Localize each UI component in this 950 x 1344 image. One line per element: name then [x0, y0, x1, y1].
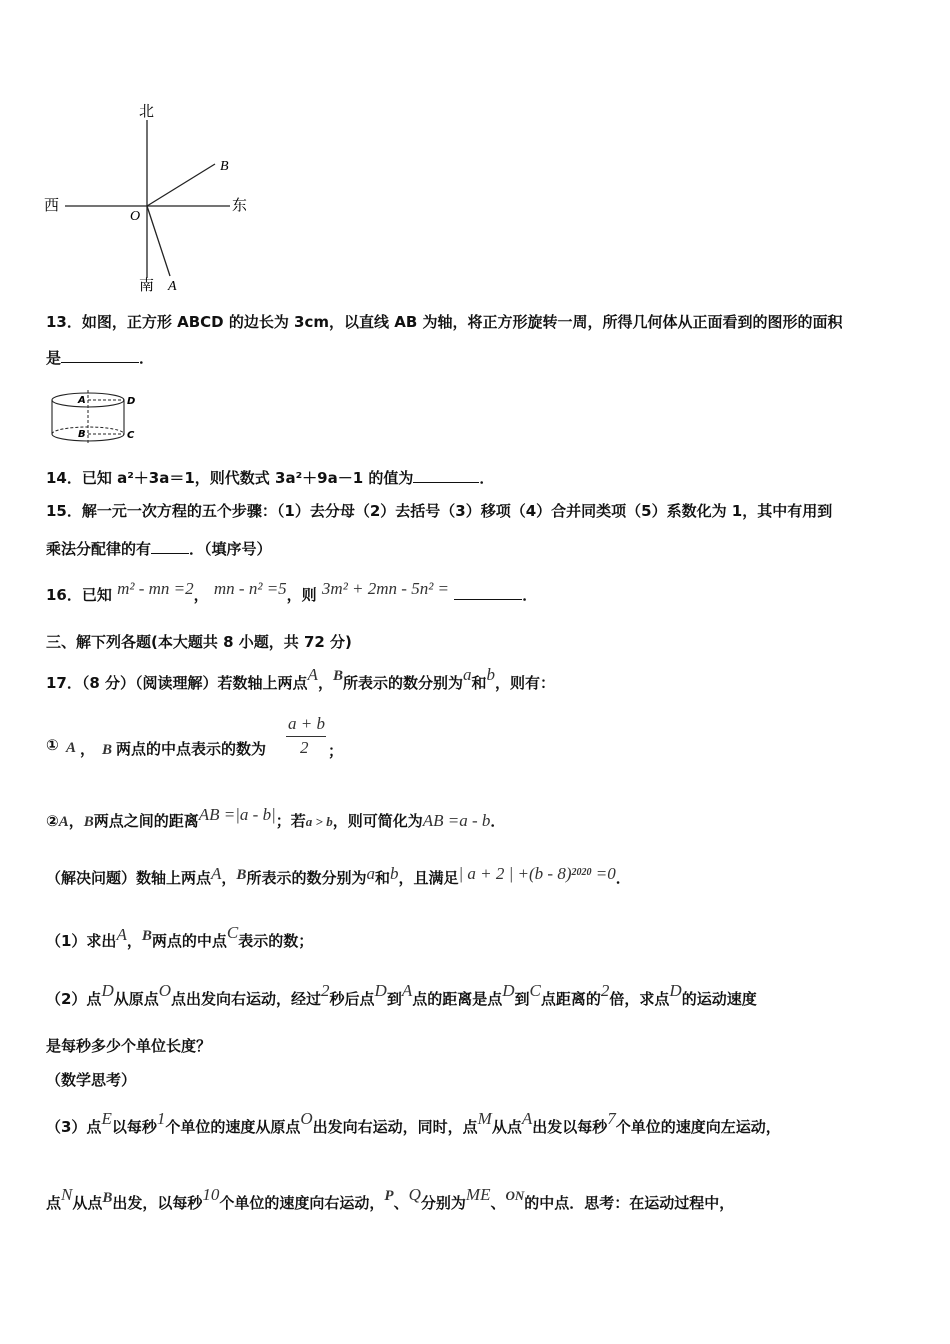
- p3-a: （3）点: [46, 1118, 102, 1136]
- p3-var-m: M: [477, 1109, 492, 1128]
- comma: ，: [317, 674, 333, 692]
- q13-prefix: 是: [46, 349, 62, 367]
- p2-f: 点的距离是点: [412, 990, 503, 1008]
- cyl-label-b: B: [78, 429, 86, 440]
- p1-prefix: （1）求出: [46, 932, 117, 950]
- text-then: ，则有：: [495, 674, 556, 692]
- cyl-label-d: D: [127, 396, 136, 407]
- q14: [46, 467, 494, 488]
- p3-var-o: O: [300, 1109, 313, 1128]
- p1-var-c: C: [226, 923, 239, 942]
- q17-part3-line1: [46, 1104, 781, 1142]
- solve-exp: 2020: [571, 867, 592, 878]
- item1-fraction-bar: [286, 736, 326, 737]
- p3-var-e: E: [101, 1109, 112, 1128]
- q16-sep1: ，: [193, 586, 209, 604]
- ray-oa: [147, 206, 170, 276]
- p2-var-c: C: [529, 981, 541, 1000]
- text-and: 和: [471, 674, 487, 692]
- q16-expr3: 3m² + 2mn - 5n² =: [321, 579, 450, 598]
- q16-sep2: ，则: [286, 586, 317, 604]
- item2-var-b: B: [83, 814, 94, 830]
- item2-res: AB =a - b: [422, 811, 491, 830]
- q13-answer-blank[interactable]: [61, 362, 139, 363]
- p1-var-b: B: [141, 928, 152, 944]
- solve-and: 和: [374, 869, 390, 887]
- item1-fraction-denominator: 2: [300, 738, 309, 757]
- q17-intro-prefix: 17．（8 分）（阅读理解）若数轴上两点: [46, 674, 308, 692]
- q17-part2-line1: [46, 976, 757, 1014]
- p3-var-on: ON: [505, 1188, 525, 1203]
- item2-comma: ，: [68, 812, 84, 830]
- q16-expr2: mn - n² =5: [213, 579, 287, 598]
- p1-end: 表示的数；: [238, 932, 314, 950]
- p1-mid: 两点的中点: [151, 932, 227, 950]
- q14-text: 14．已知 a²＋3a＝1，则代数式 3a²＋9a－1 的值为: [46, 469, 414, 487]
- solve-comma: ，: [221, 869, 237, 887]
- q16-prefix: 16．已知: [46, 586, 112, 604]
- p2-a: （2）点: [46, 990, 102, 1008]
- p2-e: 到: [386, 990, 402, 1008]
- p2-g: 点距离的: [540, 990, 601, 1008]
- q17-solve: [46, 858, 631, 893]
- p3-var-me: ME: [465, 1185, 491, 1204]
- p3-c: 个单位的速度从原点: [165, 1118, 301, 1136]
- item1-var-a: A: [66, 740, 77, 756]
- p3-l2-b: 从点: [72, 1194, 103, 1212]
- solve-cond: ，且满足: [398, 869, 459, 887]
- solve-var-a: A: [211, 864, 222, 883]
- q15-line1: 15．解一元一次方程的五个步骤：（1）去分母（2）去括号（3）移项（4）合并同类项（5）系数化为 1，其中有用到: [46, 502, 833, 520]
- p3-l2-c: 出发，以每秒: [112, 1194, 203, 1212]
- item1-mark: ①: [46, 736, 59, 754]
- p2-d: 秒后点: [329, 990, 375, 1008]
- p3-g: 个单位的速度向左运动，: [615, 1118, 781, 1136]
- item2-mark: ②: [46, 812, 59, 830]
- solve-end: ．: [615, 869, 631, 887]
- p3-l2-e: 、: [393, 1194, 409, 1212]
- label-a: A: [168, 279, 177, 294]
- item2-end: ．: [490, 812, 506, 830]
- p3-var-n: N: [61, 1185, 73, 1204]
- solve-var-sb: b: [389, 864, 399, 883]
- p3-num-10: 10: [202, 1185, 220, 1204]
- q14-suffix: ．: [479, 469, 495, 487]
- q17-intro: [46, 660, 555, 698]
- q15-line2: [46, 538, 272, 559]
- q16: [46, 574, 537, 610]
- p1-comma: ，: [126, 932, 142, 950]
- p2-num-2b: 2: [600, 981, 610, 1000]
- var-b: B: [332, 668, 343, 684]
- q13-line2: [46, 347, 154, 368]
- text-repr: 所表示的数分别为: [342, 674, 463, 692]
- p2-var-a: A: [401, 981, 413, 1000]
- solve-prefix: （解决问题）数轴上两点: [46, 869, 212, 887]
- item2-expr: AB =|a - b|: [198, 805, 276, 824]
- p2-b: 从原点: [113, 990, 159, 1008]
- item2-mid: ；若: [275, 812, 306, 830]
- var-sb: b: [486, 665, 495, 684]
- p3-var-a: A: [521, 1109, 533, 1128]
- label-north: 北: [139, 102, 155, 120]
- item2-mid2: ，则可简化为: [332, 812, 423, 830]
- label-b: B: [220, 159, 229, 174]
- var-sa: a: [462, 665, 472, 684]
- p2-var-d4: D: [669, 981, 682, 1000]
- item2-var-a: A: [58, 814, 69, 830]
- item2-text: 两点之间的距离: [93, 812, 199, 830]
- item2-cond: a > b: [305, 814, 333, 829]
- p2-var-d2: D: [374, 981, 387, 1000]
- q17-part3-line2: [46, 1180, 734, 1218]
- q17-part2-line2: 是每秒多少个单位长度？: [46, 1037, 212, 1055]
- p3-d: 出发向右运动，同时，点: [312, 1118, 478, 1136]
- p1-var-a: A: [116, 925, 127, 944]
- q15-suffix: ．（填序号）: [189, 540, 272, 558]
- p3-e: 从点: [491, 1118, 522, 1136]
- cylinder-figure: [46, 386, 146, 448]
- item1-comma: ，: [80, 740, 96, 758]
- item1-var-b: B: [102, 742, 113, 758]
- q16-suffix: ．: [522, 586, 538, 604]
- q17-part1: [46, 918, 313, 956]
- p2-c: 点出发向右运动，经过: [171, 990, 322, 1008]
- q14-answer-blank[interactable]: [413, 482, 479, 483]
- q17-math-thinking: （数学思考）: [46, 1071, 137, 1089]
- solve-var-b: B: [236, 867, 247, 883]
- p2-num-2a: 2: [321, 981, 330, 1000]
- p3-l2-a: 点: [46, 1194, 62, 1212]
- p3-b: 以每秒: [111, 1118, 157, 1136]
- p3-l2-f: 分别为: [420, 1194, 466, 1212]
- label-west: 西: [44, 196, 60, 214]
- solve-var-sa: a: [366, 864, 375, 883]
- q13-line1: 13．如图，正方形 ABCD 的边长为 3cm，以直线 AB 为轴，将正方形旋转一周，所得几何体从正面看到的图形的面积: [46, 313, 843, 331]
- p2-var-d3: D: [502, 981, 515, 1000]
- solve-repr: 所表示的数分别为: [246, 869, 367, 887]
- item1-end: ；: [328, 742, 344, 760]
- var-a: A: [307, 665, 318, 684]
- p3-l2-e2: 、: [490, 1194, 506, 1212]
- item1-fraction-numerator: a + b: [288, 714, 325, 733]
- item1-text: 两点的中点表示的数为: [116, 740, 267, 758]
- p2-e2: 到: [514, 990, 530, 1008]
- p3-var-q: Q: [408, 1185, 421, 1204]
- solve-eq: =0: [591, 864, 616, 883]
- solve-expr: | a + 2 | +(b - 8): [458, 864, 572, 883]
- p3-var-b: B: [102, 1190, 113, 1206]
- label-east: 东: [232, 196, 248, 214]
- compass-diagram: [40, 98, 270, 298]
- q15-answer-blank[interactable]: [151, 553, 189, 554]
- cyl-label-a: A: [78, 395, 86, 406]
- q15-prefix: 乘法分配律的有: [46, 540, 152, 558]
- p3-var-p: P: [384, 1188, 394, 1204]
- p2-i: 的运动速度: [681, 990, 757, 1008]
- p2-var-d1: D: [101, 981, 114, 1000]
- cyl-label-c: C: [127, 430, 135, 441]
- p2-var-o: O: [158, 981, 172, 1000]
- q13-suffix: ．: [139, 349, 155, 367]
- p3-l2-g: 的中点．思考：在运动过程中，: [524, 1194, 735, 1212]
- ray-ob: [147, 164, 215, 206]
- section-3-heading: 三、解下列各题(本大题共 8 小题，共 72 分): [46, 633, 352, 651]
- p2-h: 倍，求点: [609, 990, 670, 1008]
- p3-f: 出发以每秒: [532, 1118, 608, 1136]
- q17-item2: [46, 800, 505, 837]
- p3-l2-d: 个单位的速度向右运动，: [219, 1194, 385, 1212]
- q16-answer-blank[interactable]: [454, 599, 522, 600]
- label-south: 南: [139, 276, 155, 294]
- p3-num-7: 7: [607, 1109, 616, 1128]
- q16-expr1: m² - mn =2: [117, 579, 194, 598]
- p3-num-1: 1: [156, 1109, 166, 1128]
- label-origin: O: [130, 209, 141, 224]
